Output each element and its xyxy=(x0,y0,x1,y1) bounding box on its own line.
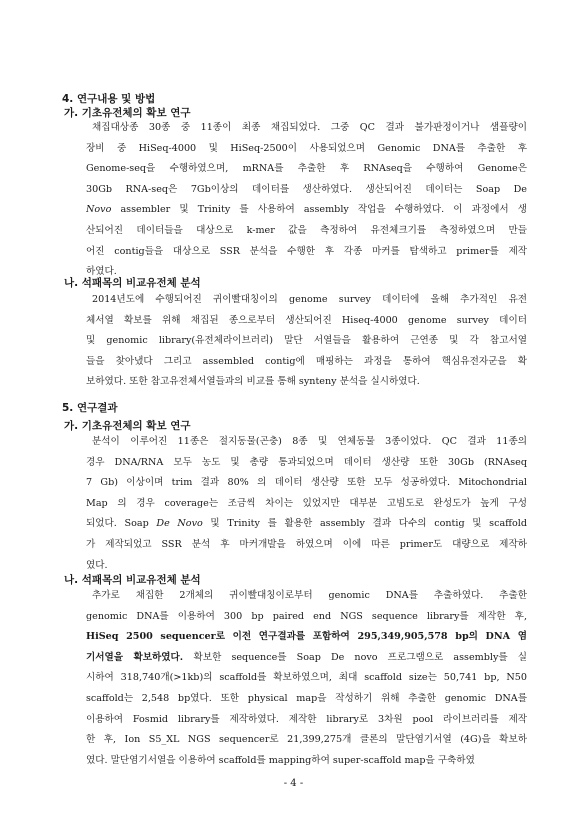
section-5b-heading: 나. 석패목의 비교유전체 분석 xyxy=(64,574,201,586)
paragraph-line: 추가로 채집한 2개체의 귀이빨대칭이로부터 genomic DNA를 추출하였다. 추출한 xyxy=(92,590,527,601)
paragraph-line: 보하였다. 또한 참고유전체서열들과의 비교를 통해 synteny 분석을 실시하였다. xyxy=(86,376,420,388)
paragraph-line: 기서열을 확보하였다. 확보한 sequence를 Soap De novo 프로그램으로 assembly를 실 xyxy=(86,651,527,663)
page-number: - 4 - xyxy=(283,778,304,789)
section-4-heading: 4. 연구내용 및 방법 xyxy=(62,93,156,105)
paragraph-line: 하였다. xyxy=(86,266,117,278)
paragraph-line: 가 제작되었고 SSR 분석 후 마커개발을 하였으며 이에 따른 primer도 대량으로 제작하 xyxy=(86,538,527,550)
section-5a-heading: 가. 기초유전체의 확보 연구 xyxy=(64,420,191,432)
paragraph-line: 분석이 이루어진 11종은 절지동물(곤충) 8종 및 연체동물 3종이었다. QC 결과 11종의 xyxy=(92,436,527,447)
paragraph-line: 30Gb RNA-seq은 7Gb이상의 데이터를 생산하였다. 생산되어진 데이터는 Soap De xyxy=(86,183,527,195)
paragraph-line: 들을 찾아냈다 그리고 assembled contig에 매핑하는 과정을 통하여 핵심유전자군을 확 xyxy=(86,355,527,367)
paragraph-line: 이용하여 Fosmid library를 제작하였다. 제작한 library로 3차원 pool 라이브러리를 제작 xyxy=(86,713,527,725)
paragraph-line: Genome-seq을 수행하였으며, mRNA를 추출한 후 RNAseq을 수행하여 Genome은 xyxy=(86,163,527,175)
paragraph-line: 채집대상종 30종 중 11종이 최종 채집되었다. 그중 QC 결과 불가판정이거나 샘플량이 xyxy=(92,122,527,133)
paragraph-line: Novo assembler 및 Trinity 를 사용하여 assembly 작업을 수행하였다. 이 과정에서 생 xyxy=(86,204,527,216)
section-4b-heading: 나. 석패목의 비교유전체 분석 xyxy=(64,277,201,289)
paragraph-line: scaffold는 2,548 bp였다. 또한 physical map을 작성하기 위해 추출한 genomic DNA를 xyxy=(86,692,527,704)
section-5a-paragraph xyxy=(86,432,527,576)
paragraph-line: 였다. 말단염기서열을 이용하여 scaffold를 mapping하여 super-scaffold map을 구축하였 xyxy=(86,754,475,766)
paragraph-line: Map 의 경우 coverage는 조금씩 차이는 있었지만 대부분 고빔도로 완성도가 높게 구성 xyxy=(86,497,527,509)
paragraph-line: 였다. xyxy=(86,559,108,571)
section-5b-paragraph xyxy=(86,586,527,771)
section-4a-heading: 가. 기초유전체의 확보 연구 xyxy=(64,107,191,119)
paragraph-line: 어진 contig들을 대상으로 SSR 분석을 수행한 후 각종 마커를 탐색하고 primer를 제작 xyxy=(86,245,527,257)
paragraph-line: 경우 DNA/RNA 모두 농도 및 총량 통과되었으며 데이터 생산량 또한 30Gb (RNAseq xyxy=(86,456,527,468)
paragraph-line: HiSeq 2500 sequencer로 이전 연구결과를 포함하여 295,349,905,578 bp의 DNA 염 xyxy=(86,631,527,643)
paragraph-line: 및 genomic library(유전체라이브러리) 말단 서열들을 활용하여 근연종 및 각 참고서열 xyxy=(86,335,527,347)
paragraph-line: 2014년도에 수행되어진 귀이빨대칭이의 genome survey 데이터에 올해 추가적인 유전 xyxy=(92,294,527,305)
paragraph-line: 산되어진 데이터들을 대상으로 k-mer 값을 측정하여 유전체크기를 측정하였으며 만들 xyxy=(86,224,527,236)
paragraph-line: 한 후, Ion S5_XL NGS sequencer로 21,399,275개 클론의 말단염기서열 (4G)을 확보하 xyxy=(86,734,527,746)
section-4a-paragraph xyxy=(86,118,527,283)
paragraph-line: 장비 중 HiSeq-4000 및 HiSeq-2500이 사용되었으며 Genomic DNA를 추출한 후 xyxy=(86,142,527,154)
paragraph-line: genomic DNA를 이용하여 300 bp paired end NGS sequence library를 제작한 후, xyxy=(86,610,527,622)
section-5-heading: 5. 연구결과 xyxy=(62,402,118,414)
section-4b-paragraph xyxy=(86,290,527,393)
paragraph-line: 되었다. Soap De Novo 및 Trinity 를 활용한 assembly 결과 다수의 contig 및 scaffold xyxy=(86,518,527,530)
paragraph-line: 체서열 확보를 위해 채집된 종으로부터 생산되어진 Hiseq-4000 genome survey 데이터 xyxy=(86,314,527,326)
paragraph-line: 7 Gb) 이상이며 trim 결과 80% 의 데이터 생산량 또한 모두 성공하였다. Mitochondrial xyxy=(86,477,527,489)
paragraph-line: 시하여 318,740개(>1kb)의 scaffold를 확보하였으며, 최대 scaffold size는 50,741 bp, N50 xyxy=(86,672,527,684)
